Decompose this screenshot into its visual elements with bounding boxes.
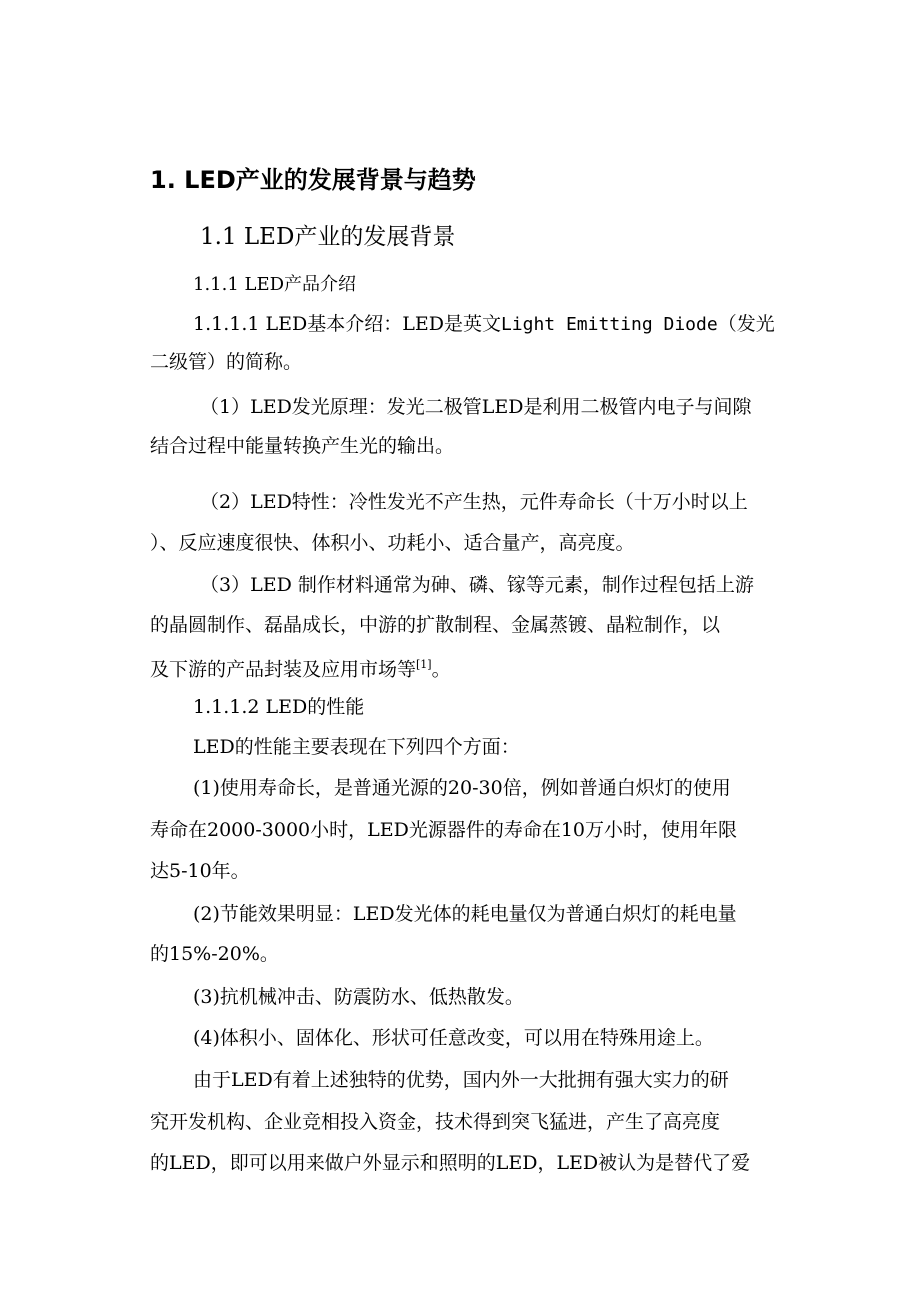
paragraph-line: (1)使用寿命长，是普通光源的20-30倍，例如普通白炽灯的使用 <box>193 777 731 799</box>
paragraph-line: 1.1.1.1 LED基本介绍：LED是英文Light Emitting Diode（发光 <box>193 313 775 335</box>
heading-2: 1.1 LED产业的发展背景 <box>200 224 456 250</box>
paragraph-line: (4)体积小、固体化、形状可任意改变，可以用在特殊用途上。 <box>193 1027 714 1049</box>
citation-reference: [1] <box>416 658 432 671</box>
paragraph-line: 二级管）的简称。 <box>150 351 303 373</box>
paragraph-line: 结合过程中能量转换产生光的输出。 <box>150 435 455 457</box>
paragraph-line: (3)抗机械冲击、防震防水、低热散发。 <box>193 986 524 1008</box>
paragraph-line: （1）LED发光原理：发光二极管LED是利用二极管内电子与间隙 <box>200 396 752 418</box>
paragraph-line: LED的性能主要表现在下列四个方面： <box>193 736 520 758</box>
paragraph-line: （2）LED特性：冷性发光不产生热，元件寿命长（十万小时以上 <box>200 491 748 513</box>
paragraph-line: 1.1.1.2 LED的性能 <box>193 696 365 718</box>
paragraph-line: 的晶圆制作、磊晶成长，中游的扩散制程、金属蒸镀、晶粒制作，以 <box>150 614 721 636</box>
heading-1: 1. LED产业的发展背景与趋势 <box>150 166 476 194</box>
paragraph-line: （3）LED 制作材料通常为砷、磷、镓等元素，制作过程包括上游 <box>200 574 754 596</box>
paragraph-line: 的15%-20%。 <box>150 943 279 965</box>
paragraph-line: 达5-10年。 <box>150 860 250 882</box>
paragraph-line: 的LED，即可以用来做户外显示和照明的LED，LED被认为是替代了爱 <box>150 1152 751 1174</box>
paragraph-line: 寿命在2000-3000小时，LED光源器件的寿命在10万小时，使用年限 <box>150 819 738 841</box>
paragraph-line: 由于LED有着上述独特的优势，国内外一大批拥有强大实力的研 <box>193 1069 729 1091</box>
paragraph-line: ）、反应速度很快、体积小、功耗小、适合量产，高亮度。 <box>150 532 635 554</box>
paragraph-line: 及下游的产品封装及应用市场等[1]。 <box>150 658 451 681</box>
heading-3: 1.1.1 LED产品介绍 <box>193 274 357 295</box>
paragraph-line: (2)节能效果明显：LED发光体的耗电量仅为普通白炽灯的耗电量 <box>193 903 737 925</box>
paragraph-line: 究开发机构、企业竞相投入资金，技术得到突飞猛进，产生了高亮度 <box>150 1111 721 1133</box>
